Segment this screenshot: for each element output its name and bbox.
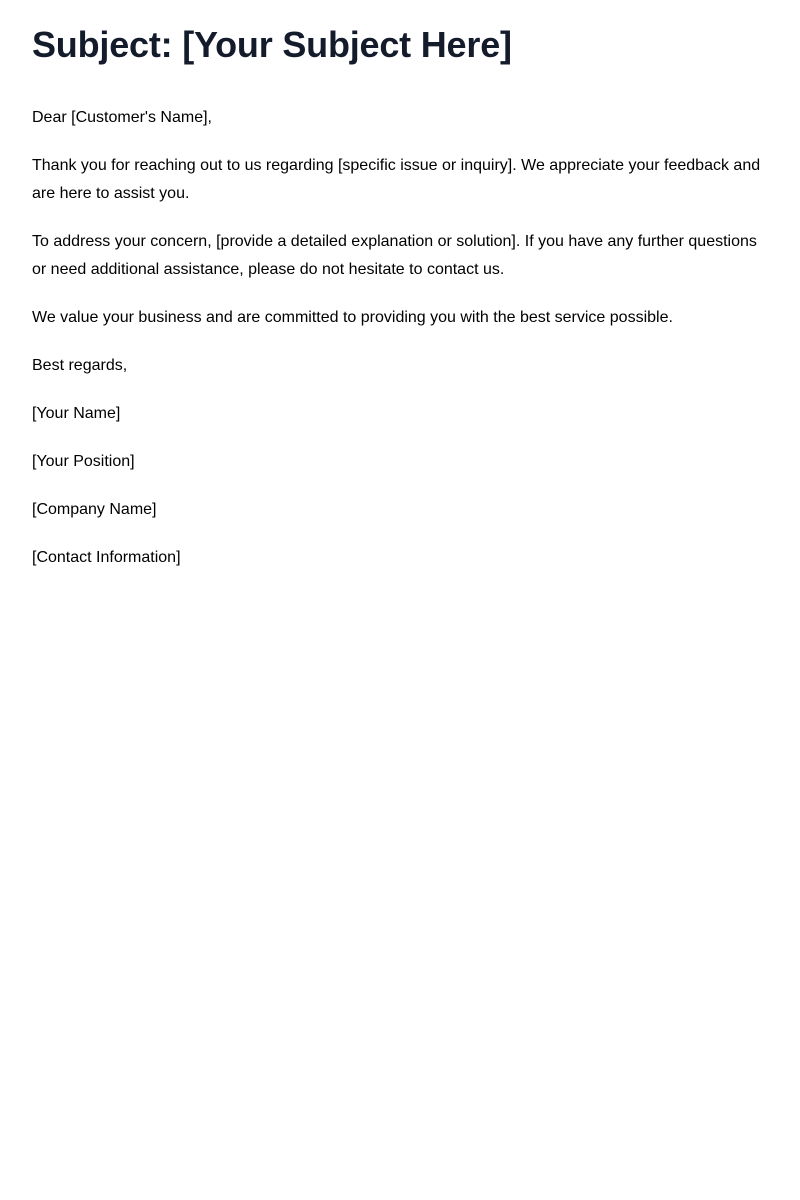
intro-paragraph: Thank you for reaching out to us regarding [specific issue or inquiry]. We appreciate your feedback and are here to assist you. [32,157,761,202]
closing-line: Best regards, [32,357,128,374]
signature-position: [Your Position] [32,453,135,470]
signature-name: [Your Name] [32,405,121,422]
greeting-line: Dear [Customer's Name], [32,109,212,126]
signature-contact: [Contact Information] [32,549,181,566]
value-paragraph: We value your business and are committed to providing you with the best service possible. [32,309,673,326]
signature-company: [Company Name] [32,501,157,518]
solution-paragraph: To address your concern, [provide a detailed explanation or solution]. If you have any further questions or need additional assistance, please do not hesitate to contact us. [32,233,757,278]
subject-heading: Subject: [Your Subject Here] [32,24,512,65]
